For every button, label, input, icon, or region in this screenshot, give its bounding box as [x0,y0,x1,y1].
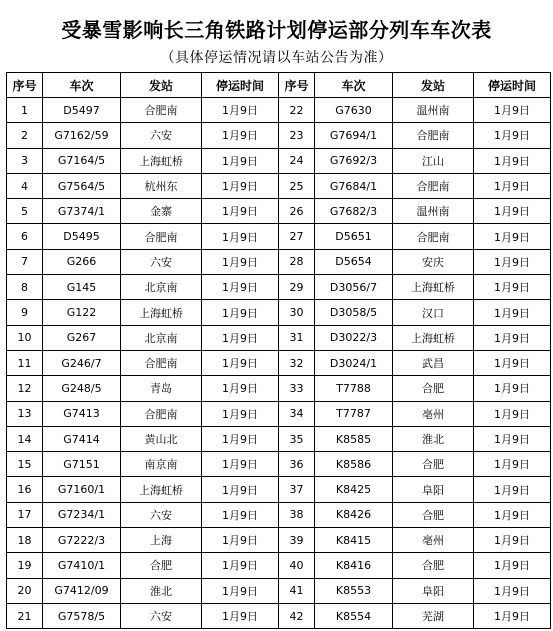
row-index-left: 9 [7,300,43,325]
row-index-left: 19 [7,553,43,578]
row-index-right: 26 [279,199,315,224]
row-index-left: 1 [7,98,43,123]
train-number-left: G248/5 [43,376,121,401]
train-number-left: G7412/09 [43,578,121,603]
departure-station-right: 淮北 [393,426,474,451]
row-index-right: 28 [279,249,315,274]
table-row [7,426,551,451]
train-number-right: D3058/5 [315,300,393,325]
suspension-date-right: 1月9日 [474,325,551,350]
departure-station-right: 武昌 [393,350,474,375]
departure-station-right: 芜湖 [393,603,474,628]
table-row [7,98,551,123]
table-row [7,249,551,274]
train-number-right: T7787 [315,401,393,426]
row-index-left: 5 [7,199,43,224]
header-date-left: 停运时间 [202,73,279,98]
departure-station-left: 六安 [121,603,202,628]
row-index-left: 20 [7,578,43,603]
train-number-left: G266 [43,249,121,274]
departure-station-right: 阜阳 [393,477,474,502]
train-number-right: G7630 [315,98,393,123]
train-number-right: K8586 [315,452,393,477]
departure-station-right: 合肥南 [393,224,474,249]
train-number-left: G7578/5 [43,603,121,628]
suspension-date-right: 1月9日 [474,401,551,426]
row-index-left: 8 [7,275,43,300]
header-station-right: 发站 [393,73,474,98]
suspension-date-right: 1月9日 [474,275,551,300]
table-header-row [7,73,551,98]
suspension-date-left: 1月9日 [202,477,279,502]
departure-station-right: 温州南 [393,98,474,123]
suspension-date-right: 1月9日 [474,350,551,375]
train-number-right: G7694/1 [315,123,393,148]
departure-station-left: 六安 [121,502,202,527]
train-number-right: K8416 [315,553,393,578]
train-number-left: G7564/5 [43,173,121,198]
row-index-left: 7 [7,249,43,274]
train-number-left: G246/7 [43,350,121,375]
train-number-right: D5654 [315,249,393,274]
train-number-right: G7682/3 [315,199,393,224]
train-number-right: K8425 [315,477,393,502]
suspension-date-right: 1月9日 [474,224,551,249]
suspension-date-left: 1月9日 [202,249,279,274]
departure-station-right: 汉口 [393,300,474,325]
table-row [7,300,551,325]
departure-station-left: 合肥南 [121,401,202,426]
suspension-date-left: 1月9日 [202,502,279,527]
header-date-right: 停运时间 [474,73,551,98]
row-index-left: 15 [7,452,43,477]
row-index-right: 25 [279,173,315,198]
departure-station-right: 合肥南 [393,123,474,148]
suspension-date-left: 1月9日 [202,426,279,451]
departure-station-right: 上海虹桥 [393,325,474,350]
train-number-right: D3056/7 [315,275,393,300]
train-number-left: G7374/1 [43,199,121,224]
row-index-right: 29 [279,275,315,300]
table-row [7,578,551,603]
suspension-date-left: 1月9日 [202,376,279,401]
table-row [7,123,551,148]
departure-station-left: 金寨 [121,199,202,224]
suspension-date-right: 1月9日 [474,578,551,603]
suspension-date-right: 1月9日 [474,249,551,274]
departure-station-left: 合肥南 [121,224,202,249]
train-number-right: D5651 [315,224,393,249]
departure-station-right: 安庆 [393,249,474,274]
train-number-left: G122 [43,300,121,325]
train-number-right: K8585 [315,426,393,451]
departure-station-left: 上海 [121,528,202,553]
row-index-left: 18 [7,528,43,553]
departure-station-left: 上海虹桥 [121,477,202,502]
train-number-left: D5495 [43,224,121,249]
suspension-date-left: 1月9日 [202,148,279,173]
table-row [7,325,551,350]
train-number-right: G7684/1 [315,173,393,198]
row-index-right: 27 [279,224,315,249]
train-number-left: G7234/1 [43,502,121,527]
departure-station-right: 亳州 [393,401,474,426]
table-row [7,350,551,375]
row-index-left: 11 [7,350,43,375]
suspension-date-left: 1月9日 [202,452,279,477]
row-index-right: 23 [279,123,315,148]
table-row [7,199,551,224]
row-index-right: 34 [279,401,315,426]
departure-station-left: 上海虹桥 [121,148,202,173]
departure-station-right: 阜阳 [393,578,474,603]
row-index-right: 39 [279,528,315,553]
table-row [7,502,551,527]
suspension-date-left: 1月9日 [202,603,279,628]
departure-station-right: 江山 [393,148,474,173]
table-row [7,224,551,249]
suspension-date-left: 1月9日 [202,123,279,148]
departure-station-left: 上海虹桥 [121,300,202,325]
train-number-right: D3024/1 [315,350,393,375]
suspension-date-left: 1月9日 [202,173,279,198]
row-index-left: 10 [7,325,43,350]
suspension-date-right: 1月9日 [474,123,551,148]
suspension-date-right: 1月9日 [474,148,551,173]
table-row [7,452,551,477]
train-number-left: G7222/3 [43,528,121,553]
table-row [7,603,551,628]
row-index-left: 16 [7,477,43,502]
departure-station-left: 杭州东 [121,173,202,198]
suspension-date-left: 1月9日 [202,325,279,350]
departure-station-right: 温州南 [393,199,474,224]
table-row [7,376,551,401]
row-index-left: 14 [7,426,43,451]
suspension-date-right: 1月9日 [474,452,551,477]
row-index-right: 24 [279,148,315,173]
page-subtitle: （具体停运情况请以车站公告为准） [160,50,393,66]
row-index-right: 37 [279,477,315,502]
row-index-right: 30 [279,300,315,325]
train-number-left: G7413 [43,401,121,426]
suspension-date-left: 1月9日 [202,578,279,603]
suspension-date-left: 1月9日 [202,300,279,325]
row-index-right: 31 [279,325,315,350]
suspension-date-left: 1月9日 [202,350,279,375]
row-index-right: 38 [279,502,315,527]
train-number-right: K8553 [315,578,393,603]
train-number-left: G7162/59 [43,123,121,148]
departure-station-left: 淮北 [121,578,202,603]
suspension-date-left: 1月9日 [202,275,279,300]
train-number-right: K8415 [315,528,393,553]
suspension-date-right: 1月9日 [474,502,551,527]
train-number-left: G267 [43,325,121,350]
train-number-right: K8554 [315,603,393,628]
train-number-left: G7410/1 [43,553,121,578]
table-row [7,401,551,426]
header-index-left: 序号 [7,73,43,98]
suspension-date-right: 1月9日 [474,528,551,553]
departure-station-left: 合肥南 [121,98,202,123]
table-row [7,477,551,502]
row-index-right: 35 [279,426,315,451]
suspension-date-right: 1月9日 [474,376,551,401]
departure-station-right: 亳州 [393,528,474,553]
row-index-right: 40 [279,553,315,578]
departure-station-left: 北京南 [121,325,202,350]
departure-station-right: 合肥 [393,376,474,401]
suspension-date-left: 1月9日 [202,401,279,426]
suspension-date-right: 1月9日 [474,199,551,224]
table-body [7,98,551,629]
row-index-left: 6 [7,224,43,249]
train-number-left: G7160/1 [43,477,121,502]
train-number-right: G7692/3 [315,148,393,173]
table-row [7,553,551,578]
train-number-left: G7151 [43,452,121,477]
departure-station-left: 青岛 [121,376,202,401]
row-index-left: 3 [7,148,43,173]
suspension-date-left: 1月9日 [202,98,279,123]
row-index-left: 4 [7,173,43,198]
row-index-right: 41 [279,578,315,603]
suspension-date-left: 1月9日 [202,553,279,578]
train-number-left: G7414 [43,426,121,451]
suspension-date-left: 1月9日 [202,528,279,553]
train-number-left: D5497 [43,98,121,123]
header-train-left: 车次 [43,73,121,98]
suspension-date-right: 1月9日 [474,98,551,123]
row-index-left: 17 [7,502,43,527]
suspension-date-right: 1月9日 [474,603,551,628]
suspension-date-right: 1月9日 [474,300,551,325]
train-number-left: G7164/5 [43,148,121,173]
suspension-date-right: 1月9日 [474,477,551,502]
table-row [7,275,551,300]
train-number-right: D3022/3 [315,325,393,350]
departure-station-right: 合肥 [393,452,474,477]
departure-station-left: 六安 [121,249,202,274]
suspension-date-right: 1月9日 [474,426,551,451]
row-index-left: 13 [7,401,43,426]
table-row [7,528,551,553]
row-index-right: 33 [279,376,315,401]
row-index-right: 32 [279,350,315,375]
header-station-left: 发站 [121,73,202,98]
train-number-right: K8426 [315,502,393,527]
table-row [7,148,551,173]
departure-station-left: 合肥南 [121,350,202,375]
suspended-trains-table [6,72,551,629]
departure-station-right: 合肥 [393,553,474,578]
train-number-right: T7788 [315,376,393,401]
departure-station-left: 六安 [121,123,202,148]
row-index-right: 22 [279,98,315,123]
departure-station-right: 合肥 [393,502,474,527]
row-index-left: 12 [7,376,43,401]
departure-station-left: 北京南 [121,275,202,300]
row-index-left: 2 [7,123,43,148]
header-index-right: 序号 [279,73,315,98]
suspension-date-right: 1月9日 [474,173,551,198]
header-train-right: 车次 [315,73,393,98]
departure-station-right: 上海虹桥 [393,275,474,300]
suspension-date-left: 1月9日 [202,224,279,249]
departure-station-left: 合肥 [121,553,202,578]
row-index-right: 42 [279,603,315,628]
departure-station-left: 黄山北 [121,426,202,451]
table-row [7,173,551,198]
suspension-date-left: 1月9日 [202,199,279,224]
departure-station-left: 南京南 [121,452,202,477]
row-index-right: 36 [279,452,315,477]
departure-station-right: 合肥南 [393,173,474,198]
row-index-left: 21 [7,603,43,628]
page-title: 受暴雪影响长三角铁路计划停运部分列车车次表 [61,18,492,42]
suspension-date-right: 1月9日 [474,553,551,578]
train-number-left: G145 [43,275,121,300]
